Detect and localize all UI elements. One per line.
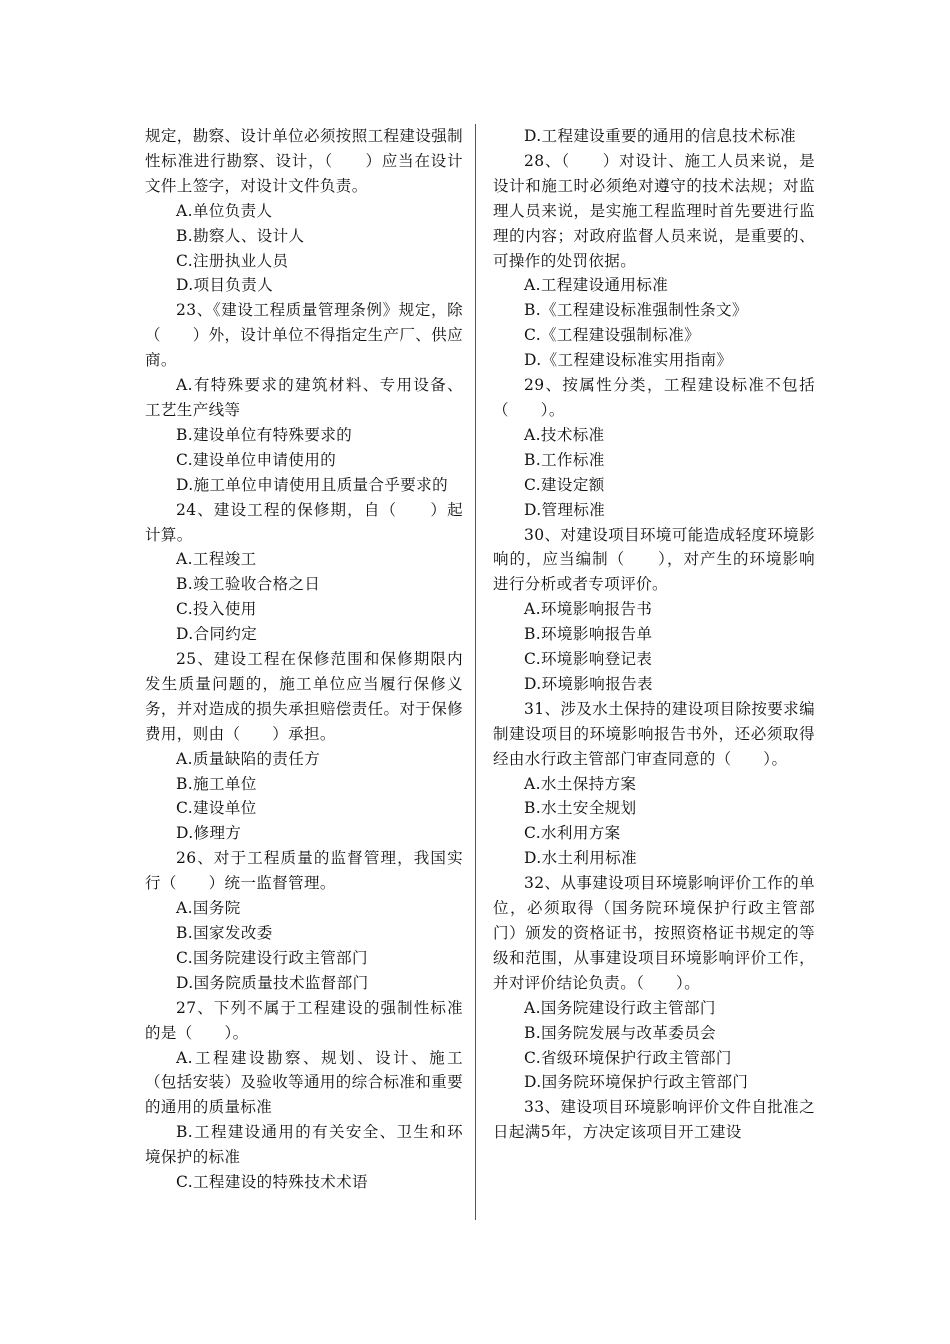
option: A.工程竣工	[176, 550, 257, 569]
option: A.工程建设勘察、规划、设计、施工（包括安装）及验收等通用的综合标准和重要的通用的质量标准	[145, 1048, 464, 1117]
option: C.《工程建设强制标准》	[524, 326, 701, 345]
option: A.水土保持方案	[524, 774, 637, 793]
option: C.国务院建设行政主管部门	[176, 948, 368, 967]
question: 28、（ ）对设计、施工人员来说，是设计和施工时必须绝对遵守的技术法规；对监理人员来说，是实施工程监理时首先要进行监理的内容；对政府监督人员来说，是重要的、可操作的处罚依据。	[493, 151, 815, 270]
option: B.工作标准	[524, 450, 605, 469]
option: B.工程建设通用的有关安全、卫生和环境保护的标准	[145, 1123, 463, 1167]
question: 32、从事建设项目环境影响评价工作的单位，必须取得（国务院环境保护行政主管部门）颁发的资格证书，按照资格证书规定的等级和范围，从事建设项目环境影响评价工作，并对评价结论负责。（ ）。	[493, 874, 815, 992]
question-continuation: 规定，勘察、设计单位必须按照工程建设强制性标准进行勘察、设计，（ ）应当在设计文件上签字，对设计文件负责。	[145, 127, 464, 195]
option: C.投入使用	[176, 600, 257, 619]
option: B.竣工验收合格之日	[176, 575, 321, 594]
question: 29、按属性分类，工程建设标准不包括（ ）。	[493, 376, 815, 419]
question: 27、下列不属于工程建设的强制性标准的是（ ）。	[145, 998, 463, 1042]
option: B.国家发改委	[176, 924, 273, 942]
right-column	[493, 124, 815, 1145]
option: B.建设单位有特殊要求的	[176, 425, 353, 444]
option: C.工程建设的特殊技术术语	[176, 1173, 368, 1192]
option: B.《工程建设标准强制性条文》	[524, 301, 748, 320]
option: D.水土利用标准	[524, 849, 638, 868]
option: B.勘察人、设计人	[176, 226, 305, 245]
option: A.有特殊要求的建筑材料、专用设备、工艺生产线等	[145, 376, 463, 419]
option: A.单位负责人	[176, 201, 273, 220]
option: D.国务院环境保护行政主管部门	[524, 1073, 749, 1092]
option: C.环境影响登记表	[524, 650, 653, 669]
option: A.环境影响报告书	[524, 600, 653, 619]
option: D.项目负责人	[176, 276, 274, 295]
option: B.水土安全规划	[524, 799, 637, 818]
question: 25、建设工程在保修范围和保修期限内发生质量问题的，施工单位应当履行保修义务，并对造成的损失承担赔偿责任。对于保修费用，则由（ ）承担。	[145, 650, 464, 743]
option: A.技术标准	[524, 425, 605, 444]
option: C.水利用方案	[524, 824, 621, 843]
option: C.建设单位申请使用的	[176, 450, 337, 469]
option: C.建设单位	[176, 799, 257, 818]
option: D.国务院质量技术监督部门	[176, 973, 369, 992]
question: 26、对于工程质量的监督管理，我国实行（ ）统一监督管理。	[145, 849, 463, 893]
option: D.管理标准	[524, 500, 606, 519]
column-divider	[475, 124, 476, 1220]
option: D.《工程建设标准实用指南》	[524, 351, 733, 370]
option: C.注册执业人员	[176, 251, 289, 270]
option: A.国务院	[176, 899, 241, 918]
question: 33、建设项目环境影响评价文件自批准之日起满5年，方决定该项目开工建设	[493, 1098, 815, 1142]
option: A.国务院建设行政主管部门	[524, 998, 716, 1017]
option: A.质量缺陷的责任方	[176, 749, 321, 768]
option: D.工程建设重要的通用的信息技术标准	[524, 127, 797, 145]
option: B.环境影响报告单	[524, 625, 653, 644]
option: D.施工单位申请使用且质量合乎要求的	[176, 475, 449, 494]
option: B.国务院发展与改革委员会	[524, 1023, 717, 1042]
option: C.省级环境保护行政主管部门	[524, 1048, 732, 1067]
question: 30、对建设项目环境可能造成轻度环境影响的，应当编制（ ），对产生的环境影响进行分析或者专项评价。	[493, 525, 815, 594]
option: A.工程建设通用标准	[524, 276, 669, 295]
option: D.修理方	[176, 824, 242, 843]
option: B.施工单位	[176, 774, 257, 793]
question: 23、《建设工程质量管理条例》规定，除（ ）外，设计单位不得指定生产厂、供应商。	[145, 301, 464, 370]
left-column	[145, 124, 463, 1195]
option: D.环境影响报告表	[524, 674, 653, 693]
question: 31、涉及水土保持的建设项目除按要求编制建设项目的环境影响报告书外，还必须取得经由水行政主管部门审查同意的（ ）。	[493, 699, 815, 768]
option: C.建设定额	[524, 475, 605, 494]
option: D.合同约定	[176, 625, 258, 644]
question: 24、建设工程的保修期，自（ ）起计算。	[145, 500, 463, 544]
